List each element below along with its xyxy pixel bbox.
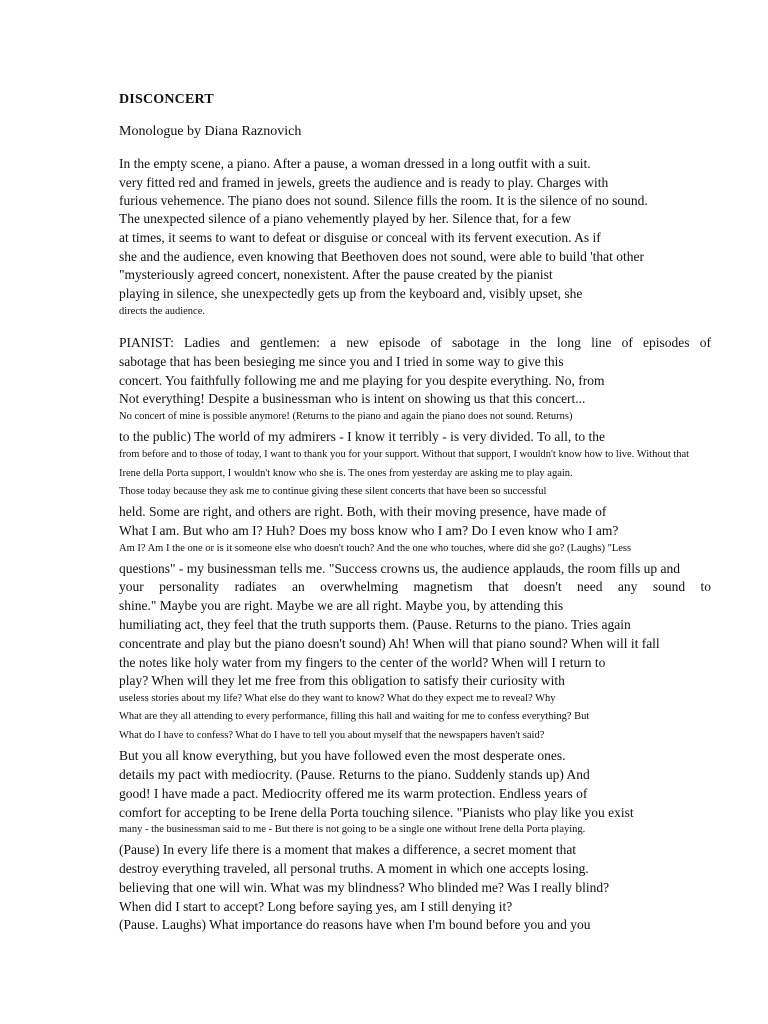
stage-direction-line: "mysteriously agreed concert, nonexistent. After the pause created by the pianist	[119, 267, 553, 282]
author-line: Monologue by Diana Raznovich	[119, 124, 302, 139]
monologue-line: Not everything! Despite a businessman who is intent on showing us that this concert...	[119, 391, 586, 406]
monologue-line: Those today because they ask me to continue giving these silent concerts that have been so successful	[119, 486, 547, 497]
monologue-line: the notes like holy water from my fingers to the center of the world? When will I return to	[119, 655, 606, 670]
stage-direction-line: The unexpected silence of a piano vehemently played by her. Silence that, for a few	[119, 211, 572, 226]
stage-direction-line: directs the audience.	[119, 306, 205, 317]
stage-direction-line: she and the audience, even knowing that Beethoven does not sound, were able to build 'that other	[119, 249, 645, 264]
stage-direction-line: very fitted red and framed in jewels, greets the audience and is ready to play. Charges with	[119, 175, 609, 190]
monologue-line: Am I? Am I the one or is it someone else who doesn't touch? And the one who touches, where did she go? (Laughs) "Less	[119, 543, 632, 554]
stage-direction-line: In the empty scene, a piano. After a pause, a woman dressed in a long outfit with a suit.	[119, 156, 591, 171]
monologue-line: shine." Maybe you are right. Maybe we are all right. Maybe you, by attending this	[119, 598, 564, 613]
monologue-line: What are they all attending to every performance, filling this hall and waiting for me to confess everything? But	[119, 711, 590, 722]
monologue-line: details my pact with mediocrity. (Pause. Returns to the piano. Suddenly stands up) And	[119, 767, 590, 782]
monologue-line: But you all know everything, but you have followed even the most desperate ones.	[119, 748, 566, 763]
monologue-line: PIANIST: Ladies and gentlemen: a new episode of sabotage in the long line of episodes of	[119, 335, 711, 350]
document-title: DISCONCERT	[119, 92, 214, 107]
monologue-line: sabotage that has been besieging me since you and I tried in some way to give this	[119, 354, 564, 369]
monologue-line: held. Some are right, and others are right. Both, with their moving presence, have made of	[119, 504, 607, 519]
monologue-line: When did I start to accept? Long before saying yes, am I still denying it?	[119, 899, 513, 914]
monologue-line: concert. You faithfully following me and me playing for you despite everything. No, from	[119, 373, 605, 388]
monologue-line: useless stories about my life? What else do they want to know? What do they expect me to reveal? Why	[119, 693, 556, 704]
monologue-line: concentrate and play but the piano doesn't sound) Ah! When will that piano sound? When will it fall	[119, 636, 660, 651]
monologue-line: from before and to those of today, I want to thank you for your support. Without that support, I wouldn't know how to live. Without that	[119, 449, 690, 460]
monologue-line: No concert of mine is possible anymore! (Returns to the piano and again the piano does not sound. Returns)	[119, 411, 573, 422]
monologue-line: questions" - my businessman tells me. "Success crowns us, the audience applauds, the room fills up and	[119, 561, 681, 576]
stage-direction-line: playing in silence, she unexpectedly gets up from the keyboard and, visibly upset, she	[119, 286, 583, 301]
stage-direction-line: at times, it seems to want to defeat or disguise or conceal with its fervent execution. As if	[119, 230, 601, 245]
monologue-line: your personality radiates an overwhelming magnetism that doesn't need any sound to	[119, 579, 711, 594]
stage-direction-line: furious vehemence. The piano does not sound. Silence fills the room. It is the silence of no sound.	[119, 193, 648, 208]
monologue-line: destroy everything traveled, all personal truths. A moment in which one accepts losing.	[119, 861, 589, 876]
monologue-line: humiliating act, they feel that the truth supports them. (Pause. Returns to the piano. Tries again	[119, 617, 631, 632]
monologue-line: (Pause) In every life there is a moment that makes a difference, a secret moment that	[119, 842, 577, 857]
monologue-line: (Pause. Laughs) What importance do reasons have when I'm bound before you and you	[119, 917, 591, 932]
monologue-line: good! I have made a pact. Mediocrity offered me its warm protection. Endless years of	[119, 786, 588, 801]
monologue-line: What do I have to confess? What do I have to tell you about myself that the newspapers haven't said?	[119, 730, 545, 741]
monologue-line: to the public) The world of my admirers - I know it terribly - is very divided. To all, to the	[119, 429, 605, 444]
monologue-line: comfort for accepting to be Irene della Porta touching silence. "Pianists who play like you exist	[119, 805, 634, 820]
monologue-line: many - the businessman said to me - But there is not going to be a single one without Irene della Porta playing.	[119, 824, 586, 835]
monologue-line: What I am. But who am I? Huh? Does my boss know who I am? Do I even know who I am?	[119, 523, 619, 538]
monologue-line: Irene della Porta support, I wouldn't know who she is. The ones from yesterday are asking me to play again.	[119, 468, 573, 479]
monologue-line: play? When will they let me free from this obligation to satisfy their curiosity with	[119, 673, 565, 688]
monologue-line: believing that one will win. What was my blindness? Who blinded me? Was I really blind?	[119, 880, 610, 895]
